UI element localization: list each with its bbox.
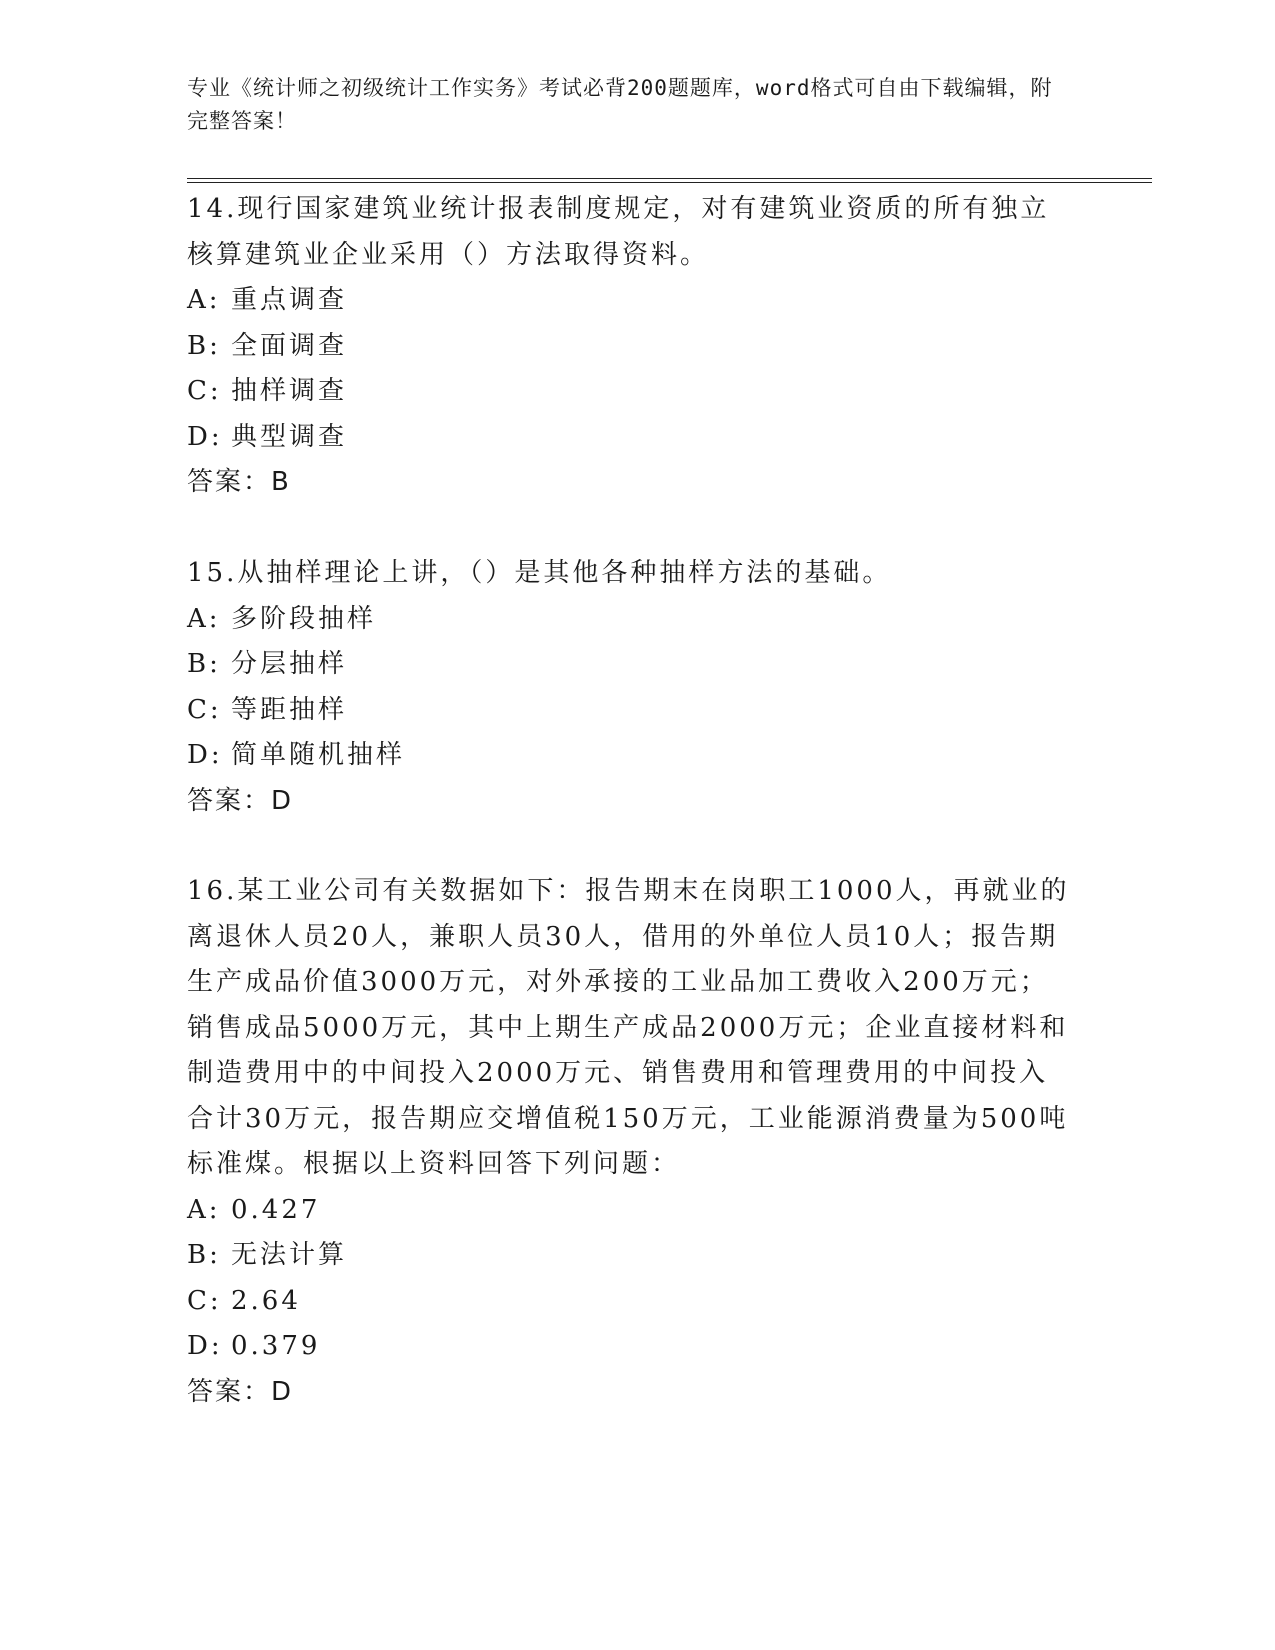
option-text: 典型调查: [231, 421, 348, 452]
option-letter: A:: [187, 1194, 221, 1225]
option-d: [187, 415, 1072, 461]
option-letter: A:: [187, 603, 221, 634]
option-letter: B:: [187, 1240, 221, 1270]
question-stem: 14.现行国家建筑业统计报表制度规定，对有建筑业资质的所有独立核算建筑业企业采用（）方法取得资料。: [187, 194, 1050, 270]
option-text: 重点调查: [231, 285, 348, 315]
option-c: [187, 369, 1072, 415]
option-letter: D:: [187, 1331, 223, 1361]
option-letter: A:: [187, 285, 221, 315]
answer-line: 答案：B: [187, 467, 291, 497]
option-b: [187, 642, 1072, 688]
option-text: 2.64: [231, 1285, 301, 1316]
option-text: 0.427: [231, 1194, 321, 1225]
question-stem: 16.某工业公司有关数据如下：报告期末在岗职工1000人，再就业的离退休人员20人，兼职人员30人，借用的外单位人员10人；报告期生产成品价值3000万元，对外承接的工业品加工费收入200万元；销售成品5000万元，其中上期生产成品2000万元；企业直接材料和制造费用中的中间投入2000万元、销售费用和管理费用的中间投入合计30万元，报告期应交增值税150万元，工业能源消费量为500吨标准煤。根据以上资料回答下列问题：: [187, 876, 1070, 1179]
option-letter: D:: [187, 740, 223, 770]
option-b: [187, 324, 1072, 370]
option-c: [187, 688, 1072, 734]
option-text: 等距抽样: [231, 694, 348, 725]
question-14: [187, 187, 1072, 506]
document-header: 专业《统计师之初级统计工作实务》考试必背200题题库，word格式可自由下载编辑，附完整答案！: [187, 76, 1053, 133]
option-text: 抽样调查: [231, 376, 348, 406]
option-d: [187, 733, 1072, 779]
question-15: [187, 551, 1072, 824]
header-divider: [187, 178, 1152, 183]
option-d: [187, 1324, 1072, 1370]
answer-line: 答案：D: [187, 1376, 294, 1407]
divider-line-bottom: [187, 182, 1152, 183]
option-letter: B:: [187, 330, 221, 361]
option-text: 简单随机抽样: [231, 740, 406, 770]
option-letter: C:: [187, 376, 222, 406]
option-letter: C:: [187, 1285, 222, 1316]
option-letter: B:: [187, 649, 221, 679]
option-a: [187, 278, 1072, 324]
option-a: [187, 597, 1072, 643]
option-text: 多阶段抽样: [231, 603, 377, 634]
option-letter: C:: [187, 694, 222, 725]
divider-line-top: [187, 178, 1152, 179]
option-b: [187, 1233, 1072, 1279]
question-16: [187, 869, 1072, 1415]
question-stem: 15.从抽样理论上讲，（）是其他各种抽样方法的基础。: [187, 558, 892, 588]
option-text: 0.379: [231, 1331, 321, 1361]
option-letter: D:: [187, 421, 223, 452]
option-c: [187, 1279, 1072, 1325]
option-text: 分层抽样: [231, 649, 348, 679]
option-text: 无法计算: [231, 1240, 348, 1270]
option-a: [187, 1188, 1072, 1234]
answer-line: 答案：D: [187, 785, 294, 816]
option-text: 全面调查: [231, 330, 348, 361]
